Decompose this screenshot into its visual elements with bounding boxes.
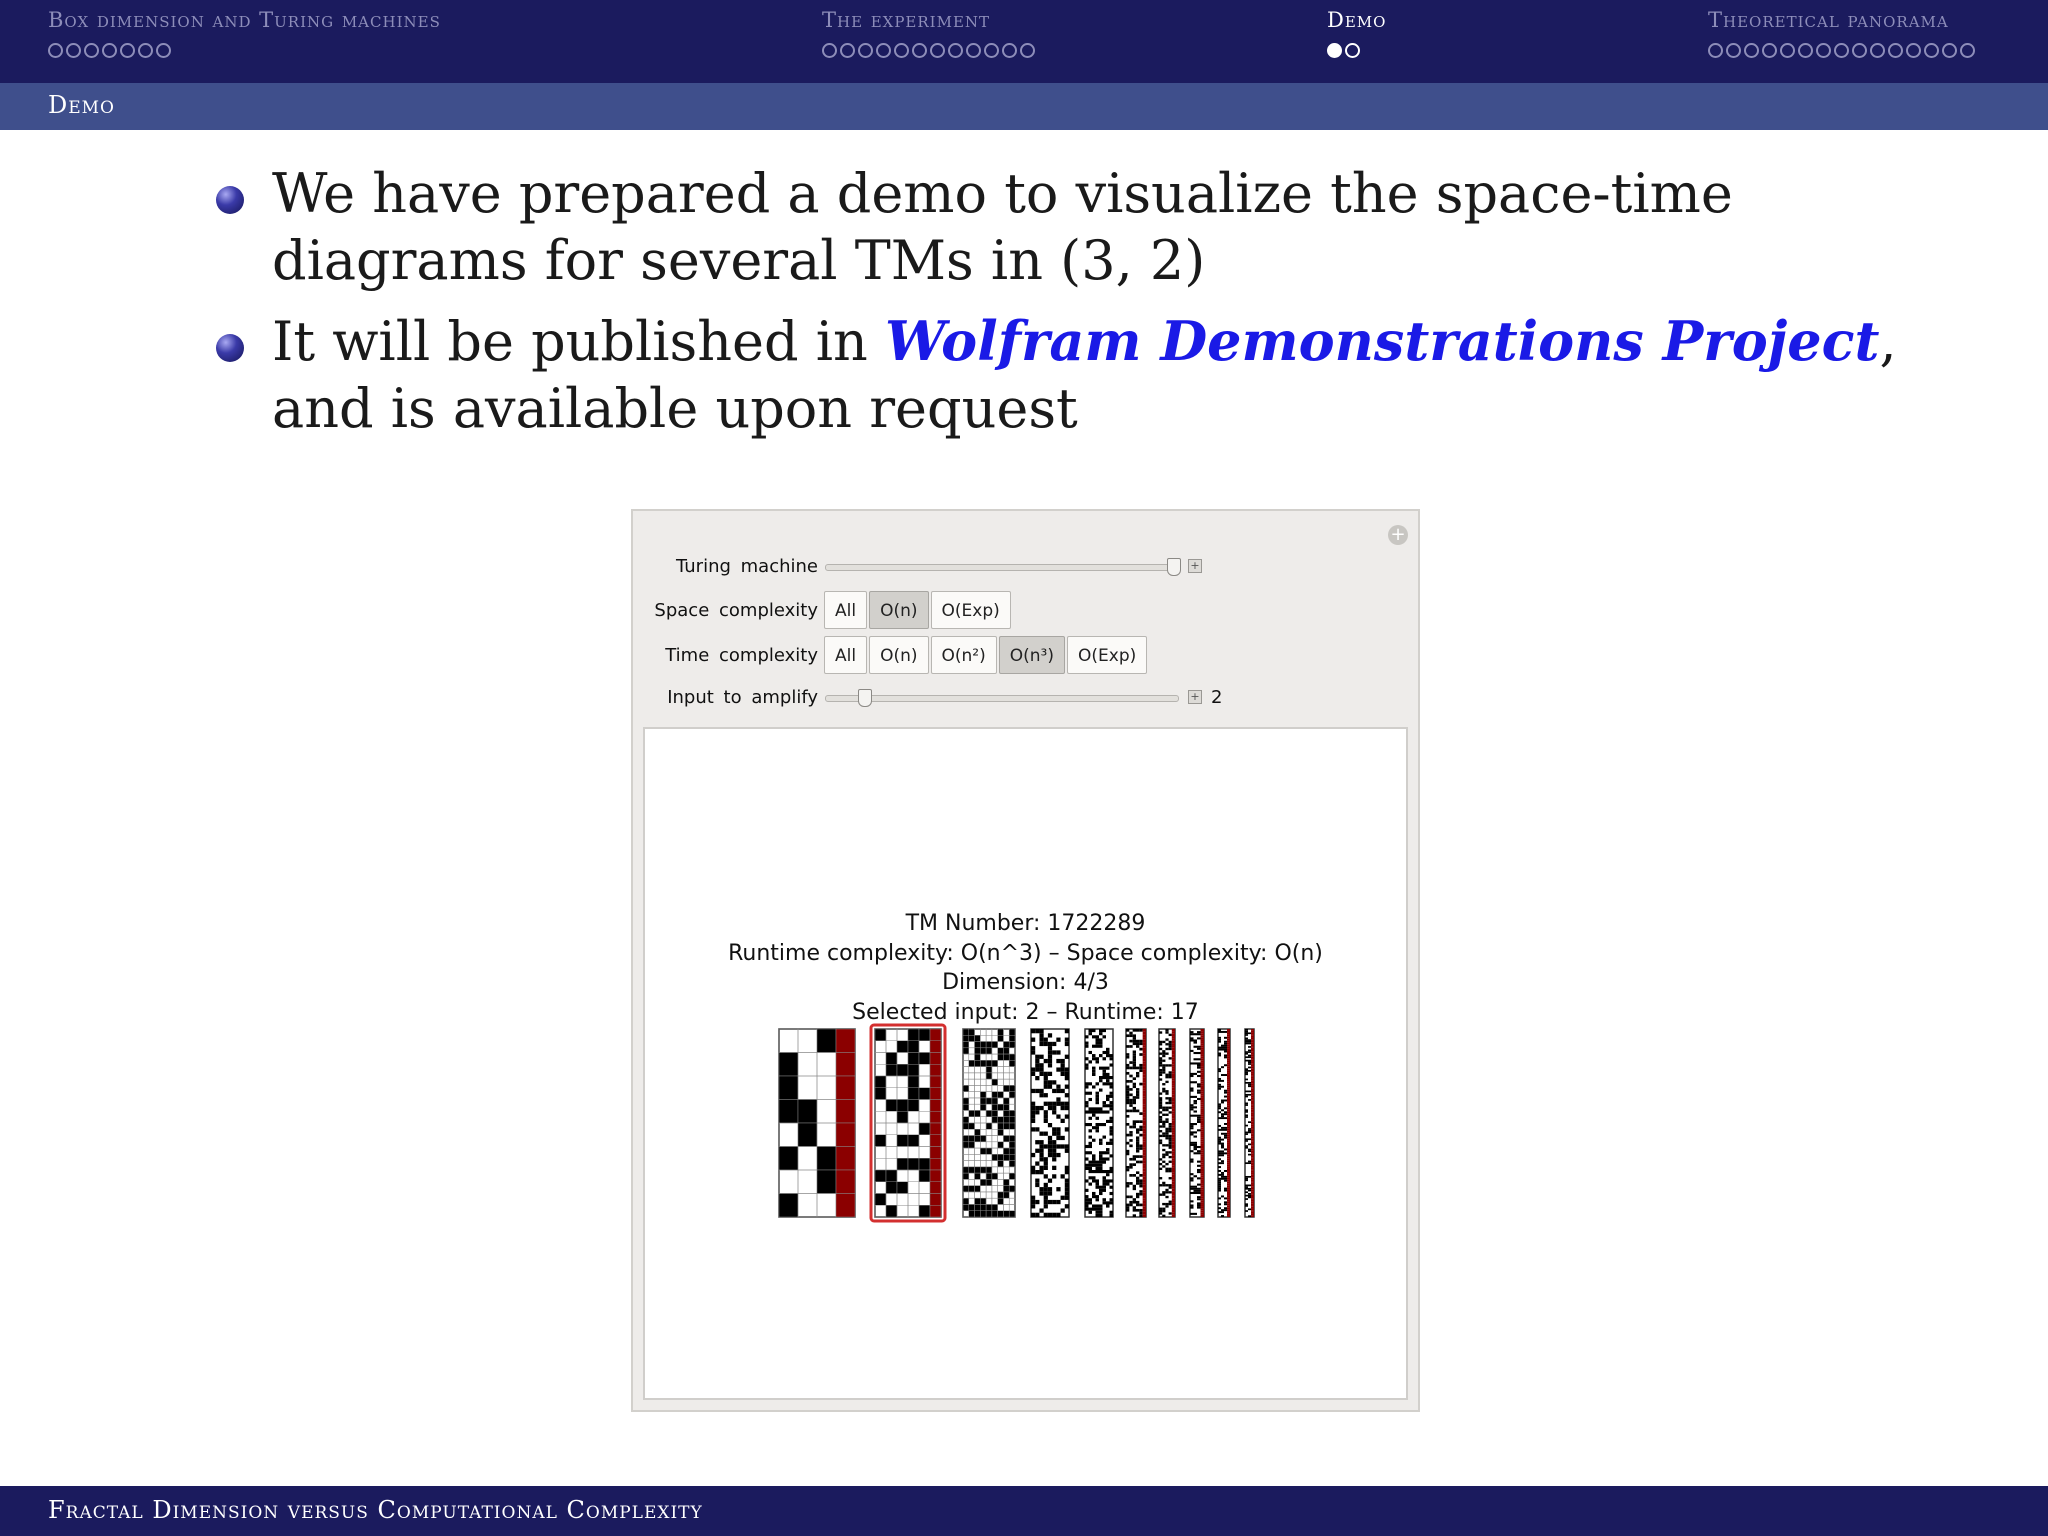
nav-slide-dot[interactable]: [966, 43, 981, 58]
space-time-diagram: [1218, 1029, 1230, 1217]
nav-slide-dot[interactable]: [1924, 43, 1939, 58]
nav-slide-dot[interactable]: [1002, 43, 1017, 58]
nav-slide-dot[interactable]: [984, 43, 999, 58]
nav-slide-dot[interactable]: [1708, 43, 1723, 58]
nav-slide-dot[interactable]: [1870, 43, 1885, 58]
output-pane: [643, 727, 1408, 1400]
nav-slide-dot[interactable]: [66, 43, 81, 58]
bullet-ball-icon: [216, 186, 244, 214]
nav-slide-dot[interactable]: [1816, 43, 1831, 58]
selected-input-text: Selected input: 2 – Runtime: 17: [852, 999, 1199, 1025]
nav-slide-dot[interactable]: [102, 43, 117, 58]
dimension-text: Dimension: 4/3: [942, 970, 1109, 995]
wolfram-demonstrations-link[interactable]: Wolfram Demonstrations Project: [884, 309, 1880, 373]
input-amplify-slider-thumb[interactable]: [858, 689, 872, 707]
nav-section-dots[interactable]: [1708, 40, 1978, 62]
bullet-item: [210, 160, 1910, 294]
tm-number-text: TM Number: 1722289: [905, 911, 1146, 936]
nav-slide-dot[interactable]: [1942, 43, 1957, 58]
nav-section-box-dimension[interactable]: [48, 8, 441, 62]
nav-slide-dot[interactable]: [876, 43, 891, 58]
nav-slide-dot[interactable]: [120, 43, 135, 58]
turing-machine-slider-thumb[interactable]: [1167, 558, 1181, 576]
space-time-diagram: [1085, 1029, 1113, 1217]
time-complexity-option-button[interactable]: O(n³): [999, 636, 1065, 674]
expand-plus-icon[interactable]: +: [1388, 525, 1408, 545]
space-time-diagram: [1031, 1029, 1069, 1217]
nav-slide-dot[interactable]: [840, 43, 855, 58]
time-complexity-option-button[interactable]: O(n): [869, 636, 928, 674]
nav-section-theoretical[interactable]: [1708, 8, 1978, 62]
footer-title: Fractal Dimension versus Computational Complexity: [48, 1496, 703, 1524]
space-complexity-option-button[interactable]: O(n): [869, 591, 928, 629]
nav-slide-dot[interactable]: [912, 43, 927, 58]
space-complexity-option-button[interactable]: All: [824, 591, 867, 629]
space-complexity-selector: [824, 591, 1013, 629]
nav-slide-dot[interactable]: [1762, 43, 1777, 58]
input-amplify-value: 2: [1211, 687, 1223, 708]
nav-section-dots[interactable]: [1327, 40, 1386, 62]
nav-section-dots[interactable]: [48, 40, 441, 62]
bullet-list: [210, 160, 1910, 456]
space-time-diagrams: [645, 729, 1406, 1398]
nav-slide-dot[interactable]: [84, 43, 99, 58]
bullet-text: , and is available upon request: [272, 310, 1897, 440]
input-to-amplify-label: Input to amplify: [667, 687, 818, 708]
demo-panel: [631, 509, 1420, 1412]
nav-slide-dot[interactable]: [948, 43, 963, 58]
nav-section-title[interactable]: The experiment: [822, 8, 991, 32]
nav-slide-dot[interactable]: [1834, 43, 1849, 58]
nav-section-title[interactable]: Box dimension and Turing machines: [48, 8, 441, 32]
subsection-bar: [0, 83, 2048, 130]
space-complexity-option-button[interactable]: O(Exp): [931, 591, 1011, 629]
bullet-ball-icon: [216, 334, 244, 362]
turing-machine-expand-icon[interactable]: +: [1188, 559, 1202, 573]
nav-slide-dot[interactable]: [930, 43, 945, 58]
time-complexity-option-button[interactable]: All: [824, 636, 867, 674]
nav-slide-dot[interactable]: [1726, 43, 1741, 58]
nav-section-demo[interactable]: [1327, 8, 1386, 62]
nav-slide-dot[interactable]: [1345, 43, 1360, 58]
nav-slide-dot[interactable]: [1780, 43, 1795, 58]
nav-slide-dot[interactable]: [1798, 43, 1813, 58]
nav-slide-dot[interactable]: [858, 43, 873, 58]
nav-slide-dot[interactable]: [156, 43, 171, 58]
nav-slide-dot[interactable]: [48, 43, 63, 58]
nav-section-title[interactable]: Theoretical panorama: [1708, 8, 1949, 32]
nav-slide-dot[interactable]: [1906, 43, 1921, 58]
time-complexity-label: Time complexity: [665, 645, 818, 666]
input-amplify-expand-icon[interactable]: +: [1188, 690, 1202, 704]
nav-slide-dot[interactable]: [1888, 43, 1903, 58]
space-time-diagram: [1126, 1029, 1146, 1217]
nav-slide-dot[interactable]: [1744, 43, 1759, 58]
complexity-text: Runtime complexity: O(n^3) – Space complexity: O(n): [728, 940, 1323, 966]
subsection-title: Demo: [48, 91, 115, 119]
space-complexity-label: Space complexity: [654, 600, 818, 621]
bullet-text: We have prepared a demo to visualize the space-time diagrams for several TMs in (3, 2): [272, 162, 1733, 292]
nav-section-experiment[interactable]: [822, 8, 1038, 62]
time-complexity-option-button[interactable]: O(n²): [931, 636, 997, 674]
nav-slide-dot[interactable]: [1327, 43, 1342, 58]
time-complexity-option-button[interactable]: O(Exp): [1067, 636, 1147, 674]
nav-section-dots[interactable]: [822, 40, 1038, 62]
time-complexity-selector: [824, 636, 1149, 674]
top-navigation: [0, 0, 2048, 83]
nav-slide-dot[interactable]: [1960, 43, 1975, 58]
turing-machine-label: Turing machine: [676, 556, 818, 577]
nav-slide-dot[interactable]: [1852, 43, 1867, 58]
space-time-diagram: [871, 1025, 945, 1221]
space-time-diagram: [1190, 1029, 1204, 1217]
bullet-item: [210, 308, 1910, 442]
nav-slide-dot[interactable]: [138, 43, 153, 58]
space-time-diagram: [1159, 1029, 1175, 1217]
space-time-diagram: [1245, 1029, 1254, 1217]
nav-slide-dot[interactable]: [822, 43, 837, 58]
nav-section-title[interactable]: Demo: [1327, 8, 1387, 32]
input-amplify-slider[interactable]: [825, 695, 1179, 702]
space-time-diagram: [779, 1029, 855, 1217]
nav-slide-dot[interactable]: [894, 43, 909, 58]
bullet-text: It will be published in: [272, 310, 885, 373]
turing-machine-slider[interactable]: [825, 564, 1179, 571]
space-time-diagram: [963, 1029, 1015, 1217]
footer-bar: [0, 1486, 2048, 1536]
nav-slide-dot[interactable]: [1020, 43, 1035, 58]
